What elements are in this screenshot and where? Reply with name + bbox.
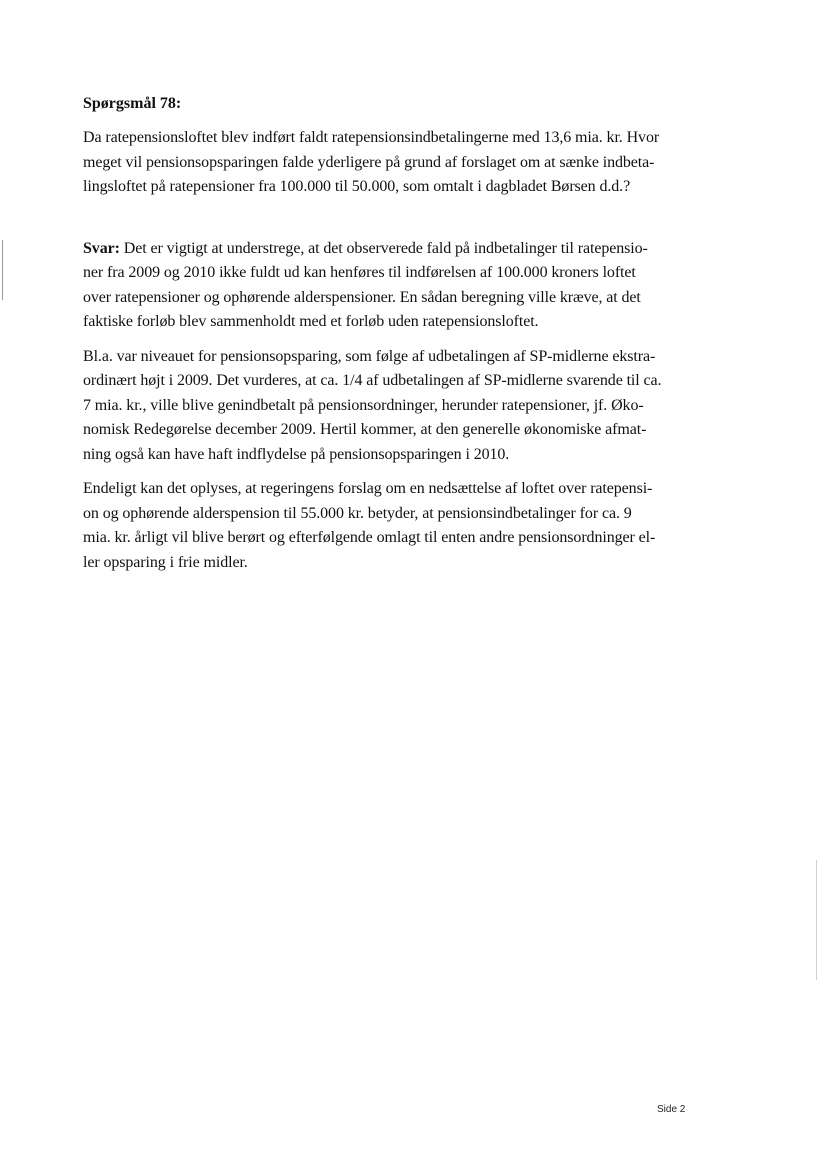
answer-line-text: Det er vigtigt at understrege, at det observerede fald på indbetalinger til ratepensio- — [119, 239, 648, 257]
answer-line: on og ophørende alderspension til 55.000 kr. betyder, at pensionsindbetalinger for ca. 9 — [83, 504, 632, 522]
question-line: lingsloftet på ratepensioner fra 100.000 til 50.000, som omtalt i dagbladet Børsen d.d.? — [83, 178, 631, 195]
answer-line: Endeligt kan det oplyses, at regeringens forslag om en nedsættelse af loftet over ratepensi- — [83, 480, 653, 497]
answer-line: mia. kr. årligt vil blive berørt og efterfølgende omlagt til enten andre pensionsordninger el- — [83, 529, 656, 546]
question-line: Da ratepensionsloftet blev indført faldt ratepensionsindbetalingerne med 13,6 mia. kr. Hvor — [83, 129, 660, 146]
document-body — [83, 92, 695, 585]
scan-edge-mark — [2, 240, 3, 300]
answer-line: nomisk Redegørelse december 2009. Hertil kommer, at den generelle økonomiske afmat- — [83, 421, 647, 438]
answer-line: ning også kan have haft indflydelse på pensionsopsparingen i 2010. — [83, 445, 510, 463]
scan-edge-mark — [816, 860, 817, 980]
answer-paragraph-2 — [83, 345, 695, 468]
answer-line: ler opsparing i frie midler. — [83, 553, 248, 571]
question-line: meget vil pensionsopsparingen falde yderligere på grund af forslaget om at sænke indbeta- — [83, 153, 655, 171]
answer-line: ordinært højt i 2009. Det vurderes, at ca. 1/4 af udbetalingen af SP-midlerne svarende til ca. — [83, 372, 662, 389]
answer-line: ner fra 2009 og 2010 ikke fuldt ud kan henføres til indførelsen af 100.000 kroners loftet — [83, 264, 636, 281]
question-title: Spørgsmål 78: — [83, 95, 182, 112]
answer-line: over ratepensioner og ophørende alderspensioner. En sådan beregning ville kræve, at det — [83, 288, 641, 306]
answer-line: Bl.a. var niveauet for pensionsopsparing, som følge af udbetalingen af SP-midlerne ekstra- — [83, 347, 656, 365]
answer-line: 7 mia. kr., ville blive genindbetalt på pensionsordninger, herunder ratepensioner, jf. Øko- — [83, 396, 644, 414]
answer-paragraph-1 — [83, 237, 695, 335]
answer-line: faktiske forløb blev sammenholdt med et forløb uden ratepensionsloftet. — [83, 313, 539, 330]
answer-paragraph-3 — [83, 477, 695, 575]
answer-line — [83, 237, 695, 262]
answer-lead: Svar: — [83, 239, 120, 257]
page-number: Side 2 — [657, 1104, 686, 1115]
question-text — [83, 126, 695, 200]
